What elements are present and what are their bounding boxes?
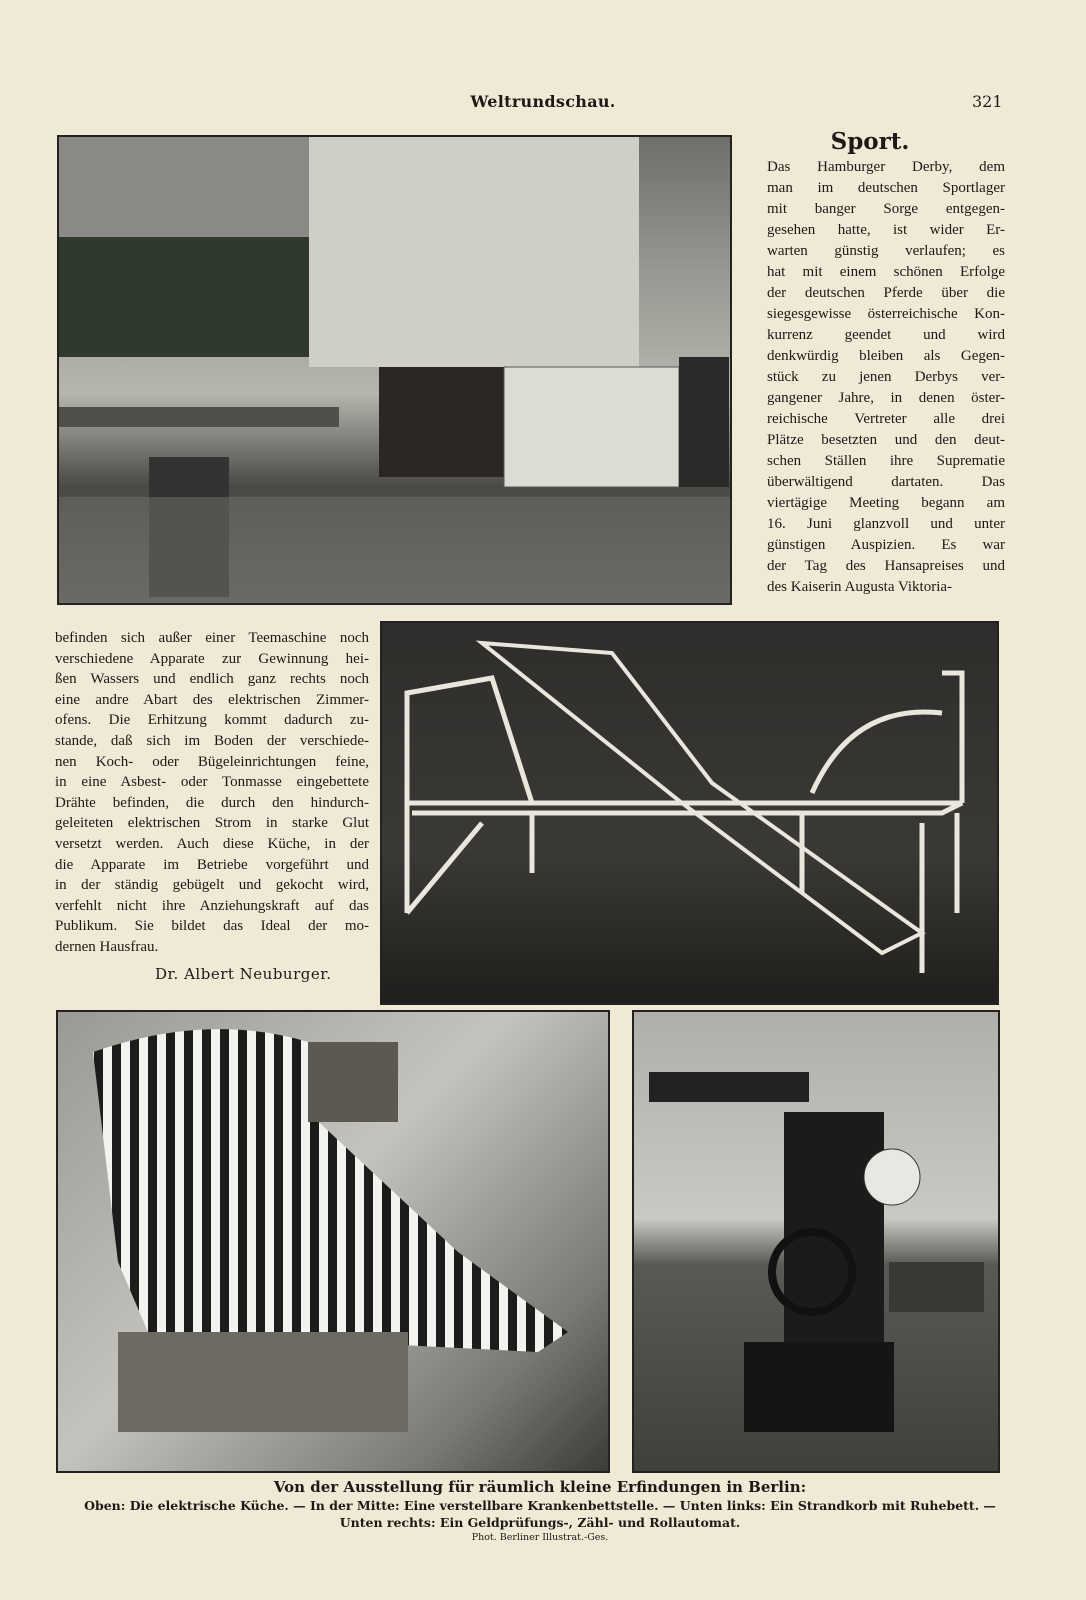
text-line: überwältigend dartaten. Das [767,474,1005,490]
beach-chair-illustration [58,1012,610,1473]
text-line: schen Ställen ihre Suprematie [767,453,1005,469]
page-number: 321 [972,92,1003,111]
text-line: hat mit einem schönen Erfolge [767,264,1005,280]
photo-coin-counting-machine [632,1010,1000,1473]
machine-illustration [634,1012,1000,1473]
text-line: Drähte befinden, die durch den hindurch- [55,794,369,811]
text-line: die Apparate im Betriebe vorgeführt und [55,856,369,873]
text-line: befinden sich außer einer Teemaschine noch [55,630,369,646]
text-line: warten günstig verlaufen; es [767,243,1005,259]
text-line: 16. Juni glanzvoll und unter [767,516,1005,532]
sport-column [767,157,1005,598]
photo-credit: Phot. Berliner Illustrat.-Ges. [471,1532,609,1543]
text-line: in eine Asbest- oder Tonmasse eingebettete [55,774,369,791]
photo-electric-kitchen [57,135,732,605]
text-line: stück zu jenen Derbys ver- [767,369,1005,385]
text-line: verschiedene Apparate zur Gewinnung hei- [55,650,369,667]
text-line: geleiteten elektrischen Strom in starke Glut [55,815,369,832]
text-line: Das Hamburger Derby, dem [767,159,1005,175]
text-line: Publikum. Sie bildet das Ideal der mo- [55,918,369,935]
text-line: in der ständig gebügelt und gekocht wird, [55,877,369,894]
figure-caption [60,1478,1020,1545]
text-line: der Tag des Hansapreises und [767,558,1005,574]
photo-adjustable-bed [380,621,999,1005]
text-line: versetzt werden. Auch diese Küche, in der [55,835,369,852]
text-line: eine andre Abart des elektrischen Zimmer- [55,691,369,708]
caption-title: Von der Ausstellung für räumlich kleine Erfindungen in Berlin: [273,1478,807,1496]
section-title-sport: Sport. [830,128,910,155]
caption-line-2: Unten rechts: Ein Geldprüfungs-, Zähl- und Rollautomat. [339,1515,741,1530]
article-column [55,628,369,958]
bed-illustration [382,623,999,1005]
text-line: siegesgewisse österreichische Kon- [767,306,1005,322]
caption-line-1: Oben: Die elektrische Küche. — In der Mitte: Eine verstellbare Krankenbettstelle. — Unten links: Ein Strandkorb mit Ruhebett. — [84,1498,996,1513]
text-line: denkwürdig bleiben als Gegen- [767,348,1005,364]
text-line: viertägige Meeting begann am [767,495,1005,511]
running-head: Weltrundschau. [470,92,616,111]
author-signature: Dr. Albert Neuburger. [155,965,332,983]
text-line: verfehlt nicht ihre Anziehungskraft auf das [55,897,369,914]
text-line: ßen Wassers und endlich ganz rechts noch [55,671,369,688]
text-line: reichische Vertreter alle drei [767,411,1005,427]
kitchen-illustration [59,137,732,605]
text-line: Plätze besetzten und den deut- [767,432,1005,448]
text-line: nen Koch- oder Bügeleinrichtungen feine, [55,753,369,770]
text-line: günstigen Auspizien. Es war [767,537,1005,553]
text-line: gangener Jahre, in denen öster- [767,390,1005,406]
text-line: ofens. Die Erhitzung kommt dadurch zu- [55,712,369,729]
text-line: kurrenz geendet und wird [767,327,1005,343]
text-line: mit banger Sorge entgegen- [767,201,1005,217]
text-line: man im deutschen Sportlager [767,180,1005,196]
photo-beach-chair [56,1010,610,1473]
text-line: des Kaiserin Augusta Viktoria- [767,579,953,595]
text-line: dernen Hausfrau. [55,938,159,955]
text-line: stande, daß sich im Boden der verschiede- [55,732,369,749]
text-line: der deutschen Pferde über die [767,285,1005,301]
text-line: gesehen hatte, ist wider Er- [767,222,1005,238]
